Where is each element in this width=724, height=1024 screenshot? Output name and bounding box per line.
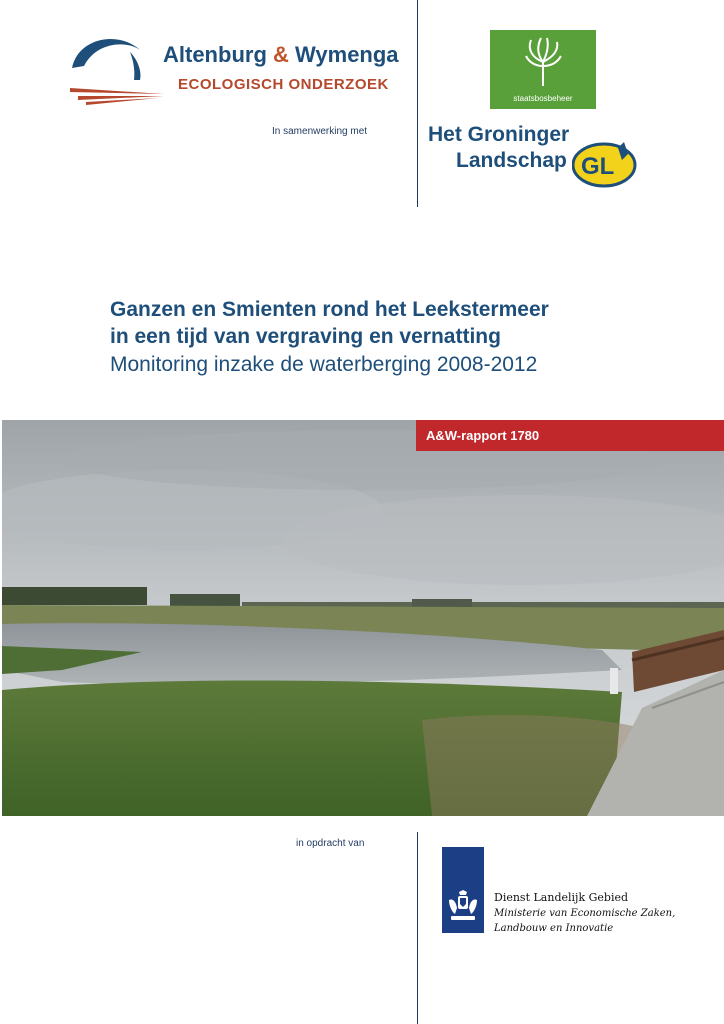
aw-tagline: ECOLOGISCH ONDERZOEK (178, 76, 389, 93)
aw-bird-icon (68, 30, 168, 110)
divider-line-bottom (417, 832, 418, 1024)
tree-icon (523, 36, 563, 88)
cover-photo (2, 420, 724, 816)
altenburg-wymenga-logo (68, 30, 398, 110)
groninger-landschap-line1: Het Groninger (428, 123, 570, 146)
staatsbosbeheer-label: staatsbosbeheer (513, 94, 573, 103)
report-title-line1: Ganzen en Smienten rond het Leekstermeer (110, 298, 549, 321)
groninger-landschap-badge-icon (572, 140, 638, 188)
report-title-line2: in een tijd van vergraving en vernatting (110, 325, 501, 348)
client-ministry-line2: Landbouw en Innovatie (494, 923, 614, 934)
collaboration-text: In samenwerking met (272, 126, 368, 137)
rijkswapen-crest-icon (447, 890, 479, 924)
landscape-photo-illustration (2, 420, 724, 816)
report-number-badge: A&W-rapport 1780 (416, 420, 724, 451)
groninger-landschap-line2: Landschap (456, 149, 567, 172)
staatsbosbeheer-logo (490, 30, 596, 109)
client-name: Dienst Landelijk Gebied (494, 891, 629, 904)
aw-company-name: Altenburg & Wymenga (163, 42, 399, 67)
report-subtitle: Monitoring inzake de waterberging 2008-2012 (110, 353, 538, 376)
client-ministry-line1: Ministerie van Economische Zaken, (494, 908, 676, 919)
divider-line-top (417, 0, 418, 207)
commissioned-by-text: in opdracht van (296, 838, 365, 849)
groninger-landschap-badge-text: GL (581, 153, 615, 180)
